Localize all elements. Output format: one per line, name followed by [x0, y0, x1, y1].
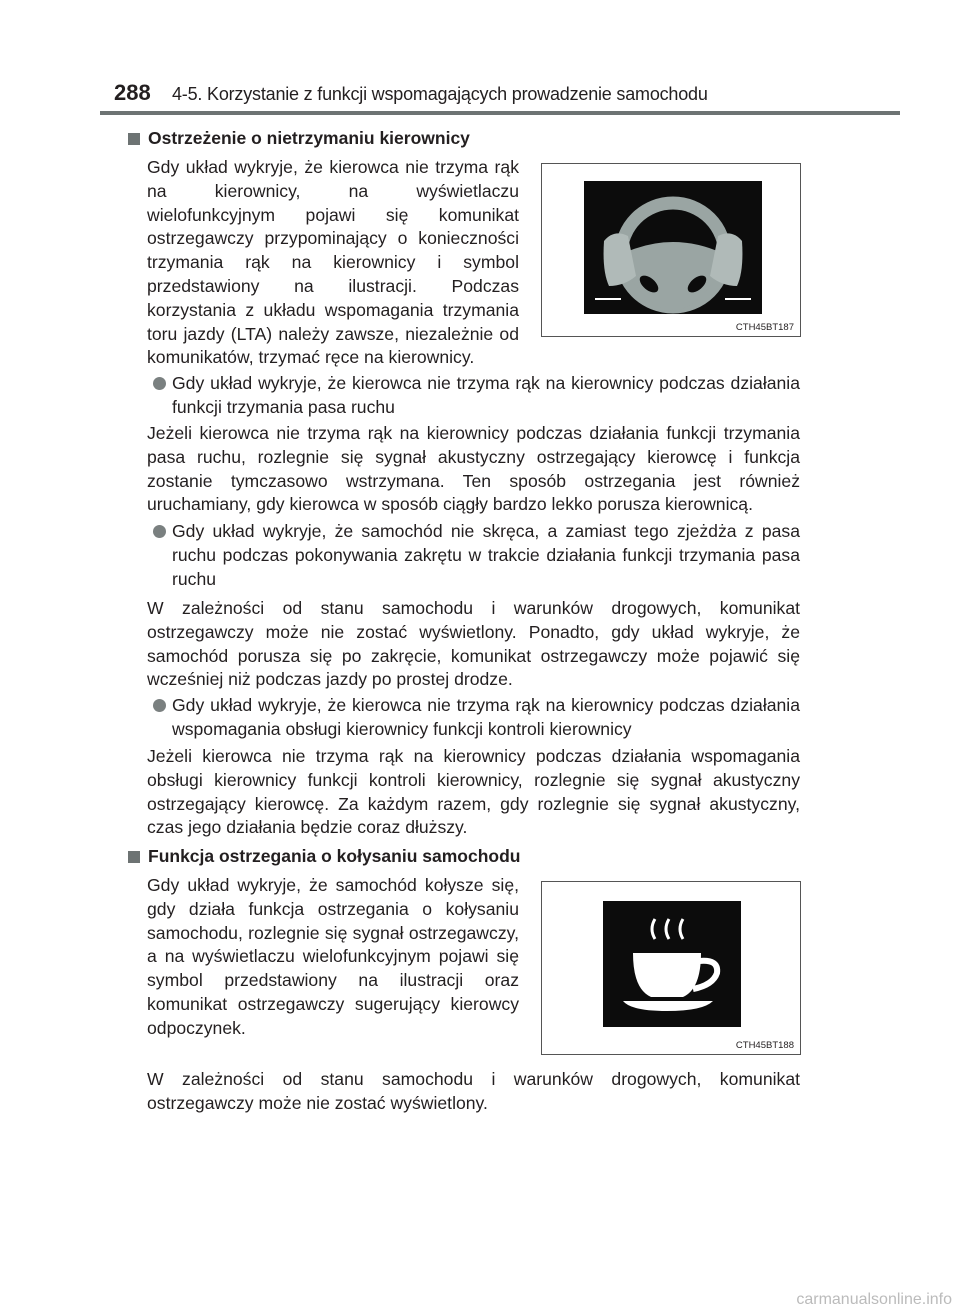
paragraph: W zależności od stanu samochodu i warunków drogowych, komunikat ostrzegawczy może nie zostać wyświetlony. [147, 1069, 800, 1113]
bullet-dot-icon [153, 377, 166, 390]
square-bullet-icon [128, 851, 140, 863]
figure-steering-wheel [541, 163, 801, 337]
bullet-title: Gdy układ wykryje, że kierowca nie trzyma rąk na kierownicy podczas działania wspomagania obsługi kierownicy funkcji kontroli kierownicy [172, 695, 800, 739]
page-number: 288 [114, 80, 151, 105]
paragraph: Gdy układ wykryje, że samochód kołysze się, gdy działa funkcja ostrzegania o kołysaniu samochodu, rozlegnie się sygnał ostrzegawczy, a na wyświetlaczu wielofunkcyjnym pojawi się symbol przedstawiony na ilustracji oraz komunikat ostrzegawczy sugerujący kierowcy odpoczynek. [147, 875, 519, 1038]
square-bullet-icon [128, 133, 140, 145]
heading-text: Ostrzeżenie o nietrzymaniu kierownicy [148, 128, 470, 148]
bullet-title: Gdy układ wykryje, że kierowca nie trzyma rąk na kierownicy podczas działania funkcji trzymania pasa ruchu [172, 373, 800, 417]
heading-hands-off-warning [128, 128, 470, 149]
paragraph: W zależności od stanu samochodu i warunków drogowych, komunikat ostrzegawczy może nie zostać wyświetlony. Ponadto, gdy układ wykryje, że samochód porusza się po zakręcie, komunikat ostrzegawczy może pojawić się wcześniej niż podczas jazdy po prostej drodze. [147, 598, 800, 690]
header-divider [100, 111, 900, 115]
figure-caption: CTH45BT188 [735, 1040, 794, 1051]
watermark: carmanualsonline.info [796, 1291, 952, 1308]
bullet-item [153, 520, 800, 591]
figure-caption: CTH45BT187 [735, 322, 794, 333]
steering-wheel-hands-icon [584, 181, 762, 314]
heading-sway-warning [128, 846, 520, 867]
bullet-dot-icon [153, 525, 166, 538]
paragraph: Jeżeli kierowca nie trzyma rąk na kierownicy podczas działania wspomagania obsługi kierownicy funkcji kontroli kierownicy, rozlegnie się sygnał akustyczny ostrzegający kierowcę. Za każdym razem, gdy rozlegnie się sygnał akustyczny, czas jego działania będzie coraz dłuższy. [147, 746, 800, 838]
bullet-title: Gdy układ wykryje, że samochód nie skręca, a zamiast tego zjeżdża z pasa ruchu podczas pokonywania zakrętu w trakcie działania funkcji trzymania pasa ruchu [172, 521, 800, 589]
paragraph: Jeżeli kierowca nie trzyma rąk na kierownicy podczas działania funkcji trzymania pasa ruchu, rozlegnie się sygnał akustyczny ostrzegający kierowcę i funkcja zostanie tymczasowo wstrzymana. Ten sposób ostrzegania jest również uruchamiany, gdy kierowca w sposób ciągły bardzo lekko porusza kierownicą. [147, 423, 800, 515]
bullet-item [153, 694, 800, 742]
bullet-dot-icon [153, 699, 166, 712]
heading-text: Funkcja ostrzegania o kołysaniu samochodu [148, 846, 521, 866]
section-title: 4-5. Korzystanie z funkcji wspomagających prowadzenie samochodu [172, 84, 708, 104]
coffee-cup-icon [603, 901, 741, 1027]
bullet-item [153, 372, 800, 420]
figure-coffee-cup [541, 881, 801, 1055]
paragraph: Gdy układ wykryje, że kierowca nie trzyma rąk na kierownicy, na wyświetlaczu wielofunkcyjnym pojawi się komunikat ostrzegawczy przypominający o konieczności trzymania rąk na kierownicy i symbol przedstawiony na ilustracji. Podczas korzystania z układu wspomagania trzymania toru jazdy (LTA) należy zawsze, niezależnie od komunikatów, trzymać ręce na kierownicy. [147, 157, 519, 368]
